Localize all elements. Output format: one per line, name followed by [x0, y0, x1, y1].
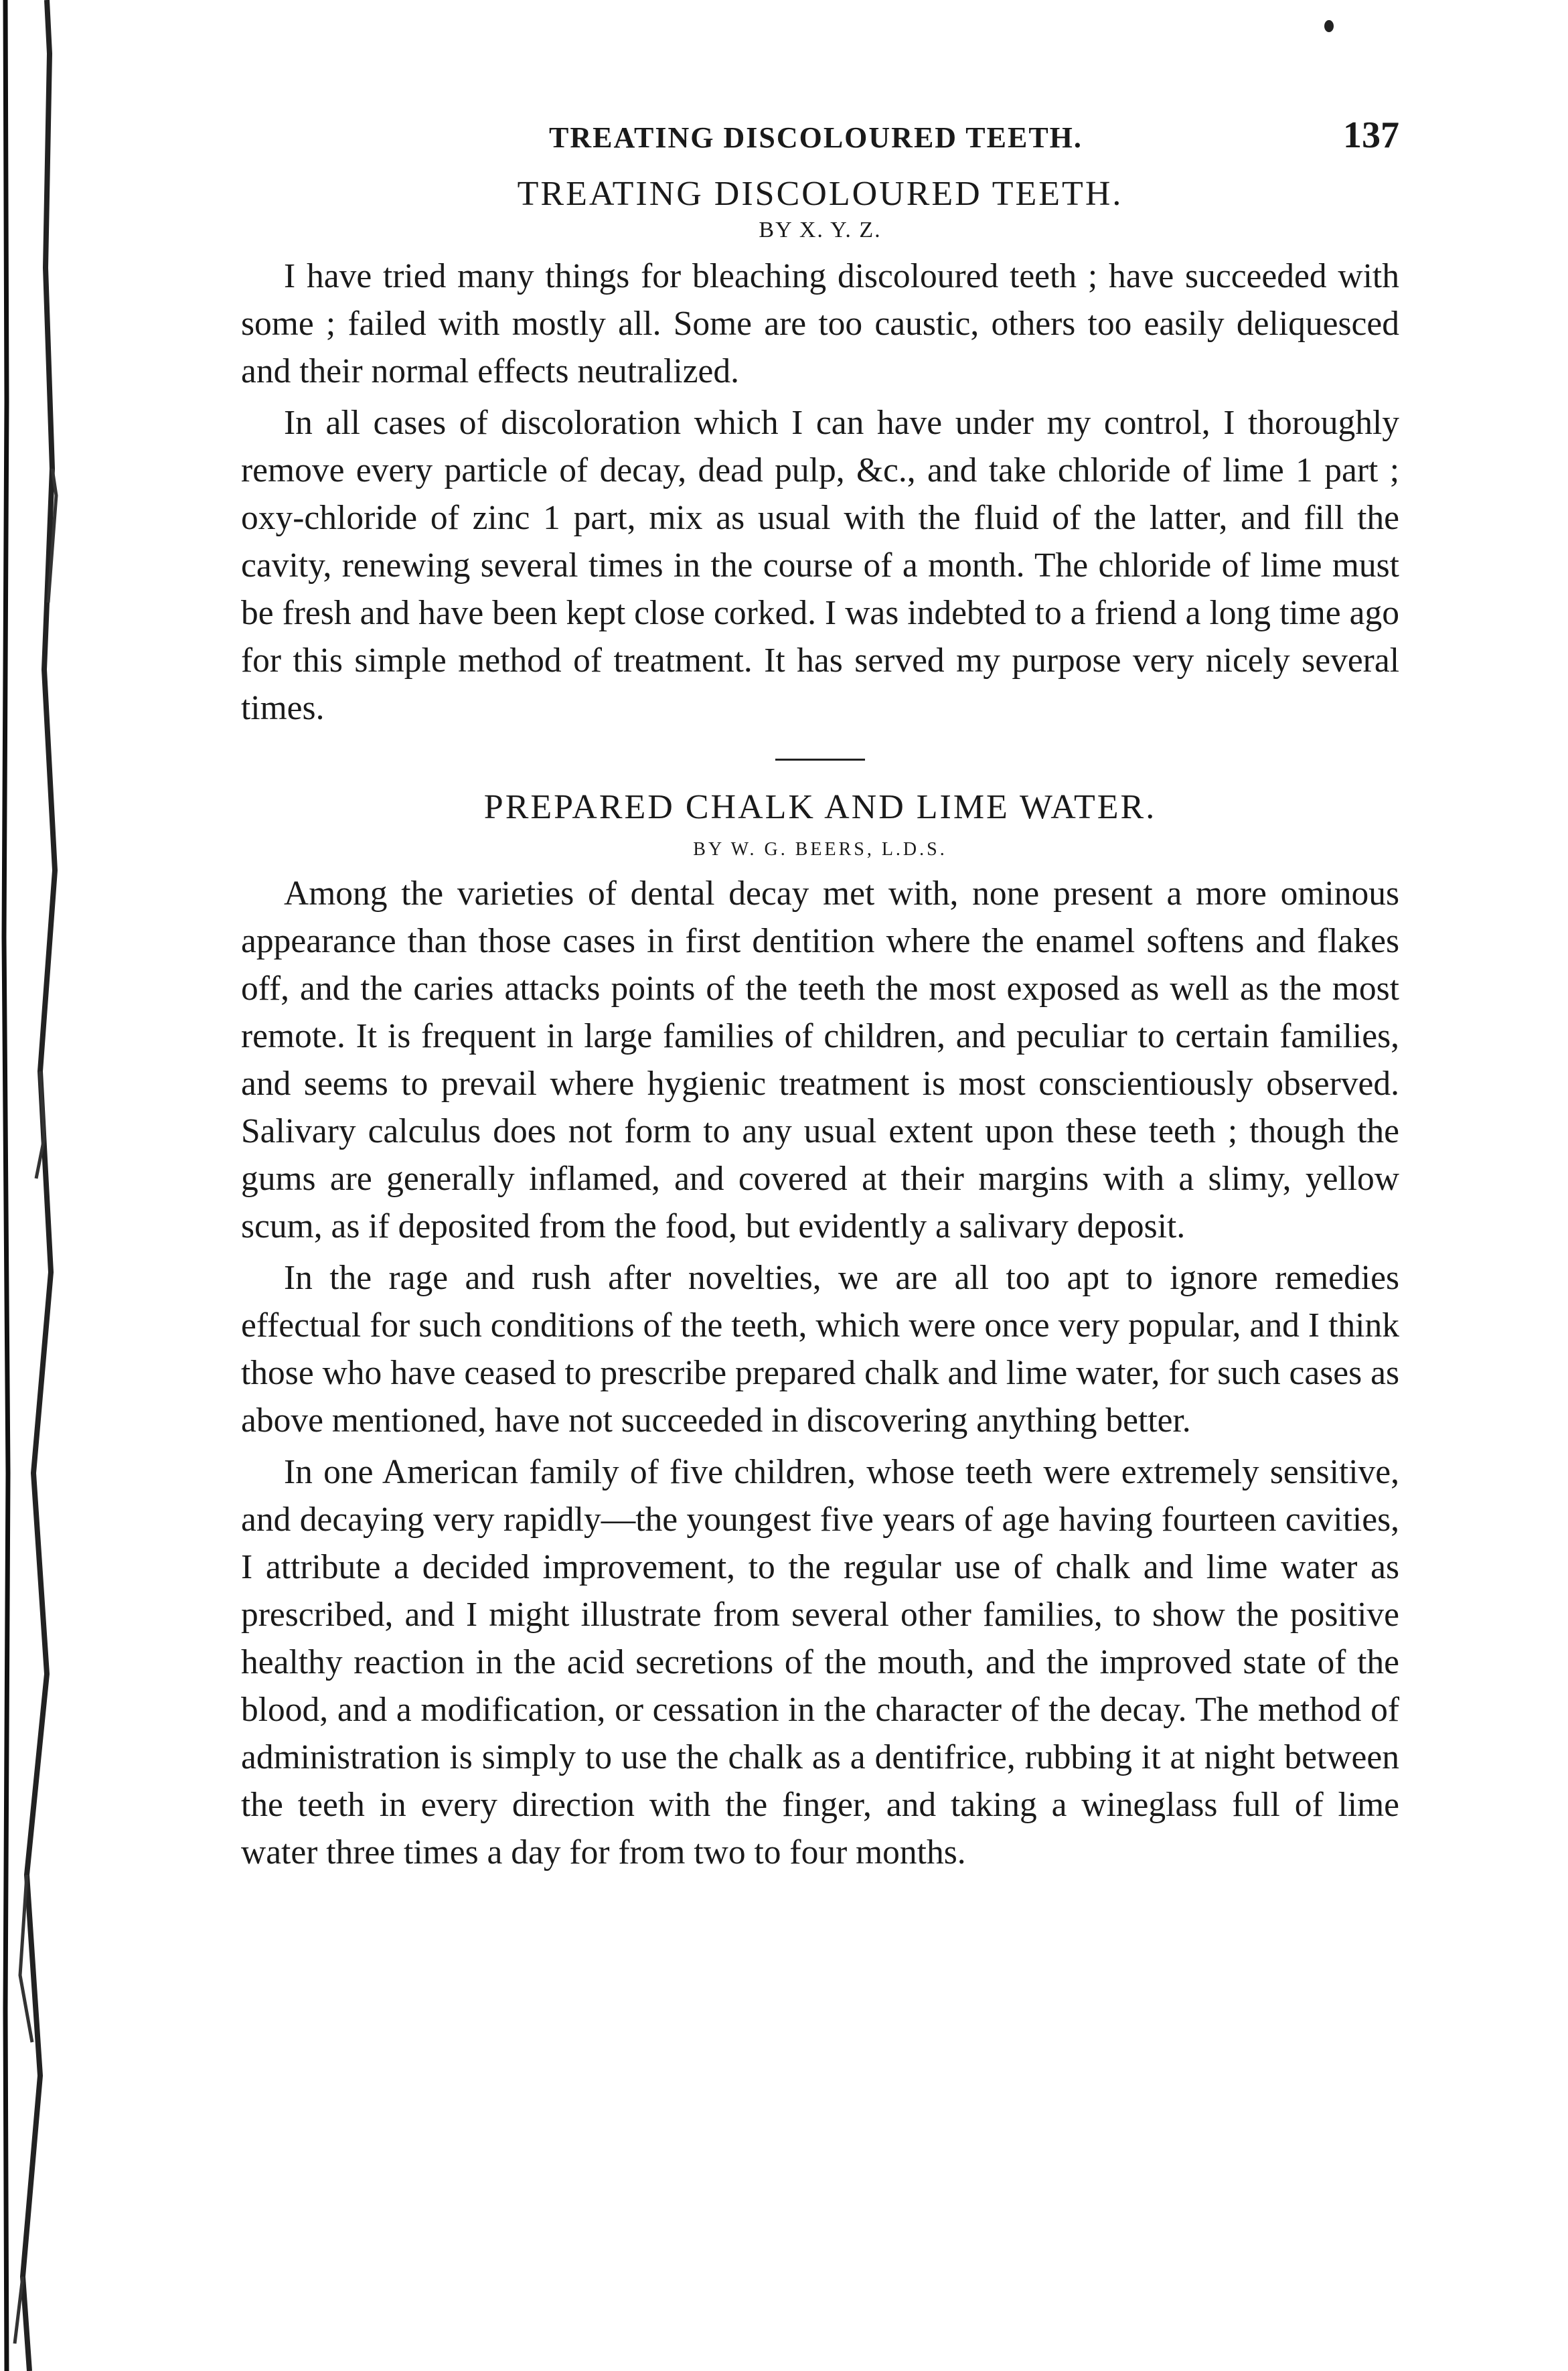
article-paragraph: In all cases of discoloration which I can have under my control, I thoroughly remove every particle of decay, dead pulp, &c., and take chloride of lime 1 part ; oxy-chloride of zinc 1 part, mix as usual with the fluid of the latter, and fill the cavity, renewing several times in the course of a month. The chloride of lime must be fresh and have been kept close corked. I was indebted to a friend a long time ago for this simple method of treatment. It has served my purpose very nicely several times.: [241, 404, 1399, 727]
article-prepared-chalk-and-lime-water: [241, 787, 1399, 1876]
section-divider: [775, 759, 865, 761]
article-byline: BY W. G. BEERS, L.D.S.: [693, 839, 947, 860]
running-head: [241, 107, 1399, 167]
article-byline: BY X. Y. Z.: [759, 218, 882, 242]
article-paragraph: In the rage and rush after novelties, we are all too apt to ignore remedies effectual for such conditions of the teeth, which were once very popular, and I think those who have ceased to prescribe prepared chalk and lime water, for such cases as above mentioned, have not succeeded in discovering anything better.: [241, 1259, 1399, 1440]
page-binding-edge: [0, 0, 80, 2371]
article-paragraph: In one American family of five children, whose teeth were extremely sensitive, and decaying very rapidly—the youngest five years of age having fourteen cavities, I attribute a decided improvement, to the regular use of chalk and lime water as prescribed, and I might illustrate from several other families, to show the positive healthy reaction in the acid secretions of the mouth, and the improved state of the blood, and a modification, or cessation in the character of the decay. The method of administration is simply to use the chalk as a dentifrice, rubbing it at night between the teeth in every direction with the finger, and taking a wineglass full of lime water three times a day for from two to four months.: [241, 1453, 1399, 1871]
article-treating-discoloured-teeth: [241, 174, 1399, 732]
article-paragraph: I have tried many things for bleaching discoloured teeth ; have succeeded with some ; failed with mostly all. Some are too caustic, others too easily deliquesced and their normal effects neutralized.: [241, 257, 1399, 390]
book-page: [241, 107, 1399, 1880]
article-title: TREATING DISCOLOURED TEETH.: [517, 175, 1123, 213]
ink-dot: [1324, 20, 1334, 32]
running-head-title: TREATING DISCOLOURED TEETH.: [549, 121, 1083, 154]
page-number: 137: [1343, 114, 1399, 156]
article-paragraph: Among the varieties of dental decay met with, none present a more ominous appearance than those cases in first dentition where the enamel softens and flakes off, and the caries attacks points of the teeth the most exposed as well as the most remote. It is frequent in large families of children, and peculiar to certain families, and seems to prevail where hygienic treatment is most conscientiously observed. Salivary calculus does not form to any usual extent upon these teeth ; though the gums are generally inflamed, and covered at their margins with a slimy, yellow scum, as if deposited from the food, but evidently a salivary deposit.: [241, 874, 1399, 1245]
article-title: PREPARED CHALK AND LIME WATER.: [483, 788, 1157, 826]
